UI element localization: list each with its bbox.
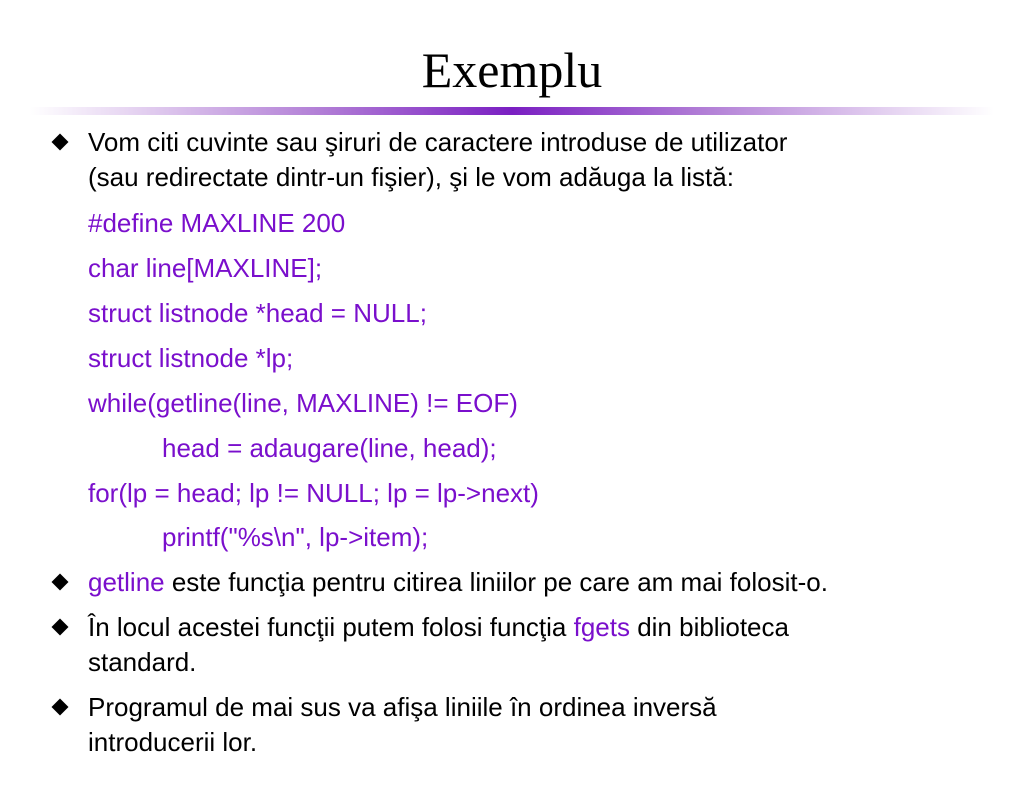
bullet-diamond-icon (52, 699, 69, 716)
bullet-3-line-2: standard. (88, 647, 197, 677)
bullet-3-text-post: din biblioteca (629, 612, 789, 642)
code-line-indented: head = adaugare(line, head); (162, 433, 497, 463)
bullet-1-line-2: (sau redirectate dintr-un fişier), şi le vom adăuga la listă: (88, 162, 734, 192)
code-line: #define MAXLINE 200 (88, 208, 346, 238)
code-line-indented: printf("%s\n", lp->item); (162, 522, 429, 552)
code-line: char line[MAXLINE]; (88, 253, 323, 283)
bullet-3-line-1 (88, 610, 789, 644)
fgets-keyword: fgets (573, 612, 630, 642)
bullet-3-text-pre: În locul acestei funcţii putem folosi funcţia (88, 612, 574, 642)
getline-keyword: getline (88, 567, 165, 597)
code-line: struct listnode *head = NULL; (88, 298, 427, 328)
bullet-diamond-icon (52, 619, 69, 636)
bullet-4-line-2: introducerii lor. (88, 727, 258, 757)
title-divider (30, 107, 994, 115)
code-line: while(getline(line, MAXLINE) != EOF) (88, 388, 518, 418)
bullet-2-text: este funcţia pentru citirea liniilor pe care am mai folosit-o. (164, 567, 828, 597)
bullet-4-line-1: Programul de mai sus va afişa liniile în ordinea inversă (88, 692, 717, 722)
code-line: struct listnode *lp; (88, 343, 294, 373)
bullet-2-line-1 (88, 565, 828, 599)
bullet-1-line-1: Vom citi cuvinte sau şiruri de caractere introduse de utilizator (88, 127, 788, 157)
bullet-diamond-icon (52, 134, 69, 151)
code-line: for(lp = head; lp != NULL; lp = lp->next) (88, 478, 539, 508)
slide-title: Exemplu (421, 42, 603, 98)
bullet-diamond-icon (52, 574, 69, 591)
